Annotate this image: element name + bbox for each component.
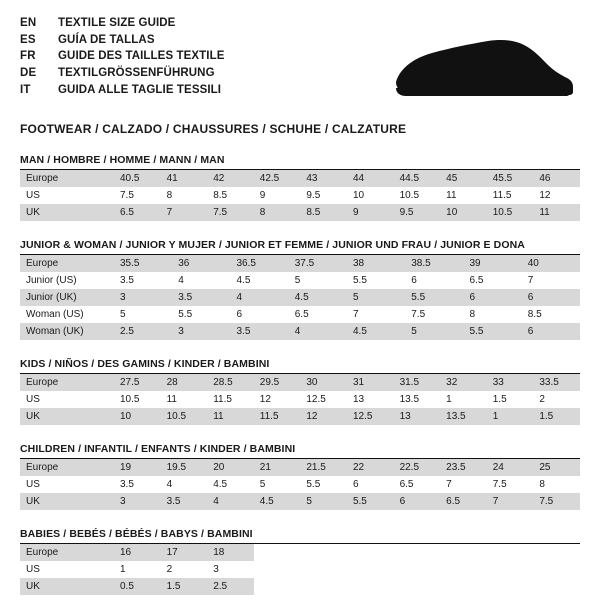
- cell: 36.5: [231, 255, 289, 272]
- cell: 41: [161, 170, 208, 187]
- cell: 5: [120, 309, 126, 320]
- cell: 30: [300, 374, 347, 391]
- cell: 6.5: [114, 204, 161, 221]
- cell: 3: [213, 564, 219, 575]
- cell-empty: [533, 578, 580, 595]
- cell: 5: [259, 479, 266, 490]
- table-row: [20, 578, 580, 595]
- cell: 5.5: [353, 275, 367, 286]
- cell-empty: [254, 544, 301, 561]
- cell: 3.5: [172, 289, 230, 306]
- cell: 4.5: [236, 275, 251, 286]
- cell-empty: [254, 578, 301, 595]
- cell: 29.5: [254, 374, 301, 391]
- dress-shoe-icon: [384, 30, 574, 108]
- cell: 8.5: [527, 309, 542, 320]
- cell: 10.5: [487, 204, 534, 221]
- cell: 3.5: [120, 275, 134, 286]
- cell: 8: [469, 309, 476, 320]
- cell: 3: [172, 323, 230, 340]
- cell: 18: [207, 544, 254, 561]
- cell: 21.5: [300, 459, 347, 476]
- cell: 6: [352, 479, 359, 490]
- size-table: [20, 544, 580, 595]
- cell: 3.5: [161, 493, 208, 510]
- table-row: [20, 170, 580, 187]
- cell: 8.5: [213, 190, 228, 201]
- cell: 3.5: [231, 323, 289, 340]
- cell: 33.5: [533, 374, 580, 391]
- cell: 8.5: [300, 204, 347, 221]
- cell: 5: [405, 323, 463, 340]
- cell: 10: [352, 190, 365, 201]
- cell: 6: [236, 309, 243, 320]
- cell-empty: [533, 561, 580, 578]
- row-label: UK: [20, 493, 114, 510]
- cell: 5.5: [347, 493, 394, 510]
- language-code: ES: [20, 33, 36, 46]
- row-label: Woman (UK): [20, 323, 114, 340]
- cell: 21: [254, 459, 301, 476]
- cell: 9: [259, 190, 266, 201]
- size-block-babies: [20, 528, 580, 595]
- language-text: TEXTILE SIZE GUIDE: [58, 17, 176, 29]
- language-row: [20, 83, 225, 100]
- cell: 11.5: [492, 190, 512, 201]
- row-label: Woman (US): [26, 309, 84, 320]
- table-row: [20, 289, 580, 306]
- cell: 4: [231, 289, 289, 306]
- cell: 28.5: [207, 374, 254, 391]
- cell: 17: [161, 544, 208, 561]
- cell: 23.5: [440, 459, 487, 476]
- cell: 42.5: [254, 170, 301, 187]
- cell: 13: [352, 394, 365, 405]
- row-label: UK: [20, 578, 114, 595]
- size-block-kids: [20, 358, 580, 425]
- cell: 4: [166, 479, 173, 490]
- language-text: GUIDA ALLE TAGLIE TESSILI: [58, 83, 222, 96]
- cell: 7.5: [533, 493, 580, 510]
- page-title: FOOTWEAR / CALZADO / CHAUSSURES / SCHUHE / CALZATURE: [20, 122, 407, 136]
- table-row: [20, 255, 580, 272]
- cell: 4: [207, 493, 254, 510]
- row-label: Europe: [20, 374, 114, 391]
- language-text: TEXTILGRÖSSENFÜHRUNG: [58, 67, 215, 80]
- cell: 6.5: [294, 309, 309, 320]
- cell: 10: [440, 204, 487, 221]
- language-row: [20, 49, 225, 66]
- cell: 1.5: [492, 394, 507, 405]
- table-row: [20, 204, 580, 221]
- cell: 10.5: [161, 408, 208, 425]
- cell: 6: [522, 323, 580, 340]
- cell: 6.5: [399, 479, 414, 490]
- cell: 6: [394, 493, 441, 510]
- cell: 9.5: [306, 190, 321, 201]
- language-row: [20, 66, 225, 83]
- row-label: US: [26, 190, 40, 201]
- cell-empty: [347, 578, 394, 595]
- cell: 11: [166, 394, 177, 405]
- size-table: [20, 459, 580, 510]
- table-row: [20, 561, 580, 578]
- language-code: EN: [20, 17, 37, 29]
- cell: 5.5: [405, 289, 463, 306]
- cell: 4: [289, 323, 347, 340]
- cell-empty: [533, 544, 580, 561]
- cell-empty: [487, 578, 534, 595]
- cell: 11: [207, 408, 254, 425]
- cell: 5: [347, 289, 405, 306]
- cell: 5: [300, 493, 347, 510]
- cell: 5.5: [178, 309, 193, 320]
- cell: 7: [161, 204, 208, 221]
- cell: 46: [533, 170, 580, 187]
- cell-empty: [487, 561, 534, 578]
- row-label: Junior (UK): [20, 289, 114, 306]
- cell: 4.5: [289, 289, 347, 306]
- cell: 2: [539, 394, 545, 405]
- cell: 6: [411, 275, 417, 286]
- table-row: [20, 476, 580, 493]
- cell: 13: [394, 408, 441, 425]
- table-row: [20, 306, 580, 323]
- cell: 9.5: [394, 204, 441, 221]
- row-label: UK: [20, 204, 114, 221]
- cell: 10: [114, 408, 161, 425]
- cell: 11: [533, 204, 580, 221]
- cell: 6: [464, 289, 522, 306]
- cell: 44.5: [394, 170, 441, 187]
- cell: 6: [522, 289, 580, 306]
- language-text: GUIDE DES TAILLES TEXTILE: [58, 50, 225, 63]
- cell: 16: [114, 544, 161, 561]
- cell: 9: [347, 204, 394, 221]
- cell: 33: [487, 374, 534, 391]
- block-title: BABIES / BEBÉS / BÉBÉS / BABYS / BAMBINI: [20, 528, 580, 544]
- cell-empty: [300, 544, 347, 561]
- cell: 38: [347, 255, 405, 272]
- cell: 28: [161, 374, 208, 391]
- size-block-man: [20, 154, 580, 221]
- language-code: DE: [20, 67, 37, 80]
- table-row: [20, 391, 580, 408]
- row-label: Europe: [20, 170, 114, 187]
- cell: 1: [487, 408, 534, 425]
- cell: 11: [446, 190, 457, 201]
- cell: 12: [259, 394, 271, 405]
- cell: 7: [487, 493, 534, 510]
- table-row: [20, 272, 580, 289]
- table-row: [20, 459, 580, 476]
- cell-empty: [440, 578, 487, 595]
- cell: 3: [114, 493, 161, 510]
- cell: 3.5: [120, 479, 134, 490]
- size-table: [20, 374, 580, 425]
- cell: 35.5: [114, 255, 172, 272]
- language-code: IT: [20, 83, 31, 96]
- cell: 11.5: [213, 394, 232, 405]
- table-row: [20, 374, 580, 391]
- row-label: US: [26, 564, 40, 575]
- cell: 19: [114, 459, 161, 476]
- cell: 12: [300, 408, 347, 425]
- cell-empty: [347, 544, 394, 561]
- row-label: Europe: [20, 255, 114, 272]
- cell: 32: [440, 374, 487, 391]
- language-code: FR: [20, 50, 36, 63]
- size-block-junior-woman: [20, 239, 580, 340]
- size-block-children: [20, 443, 580, 510]
- cell: 22: [347, 459, 394, 476]
- cell: 22.5: [394, 459, 441, 476]
- cell: 36: [172, 255, 230, 272]
- language-row: [20, 33, 225, 50]
- row-label: US: [26, 394, 40, 405]
- cell: 7: [527, 275, 534, 286]
- cell: 4.5: [254, 493, 301, 510]
- cell-empty: [394, 544, 441, 561]
- cell-empty: [394, 578, 441, 595]
- cell: 31.5: [394, 374, 441, 391]
- cell-empty: [347, 561, 394, 578]
- cell: 24: [487, 459, 534, 476]
- cell: 13.5: [399, 394, 420, 405]
- row-label: UK: [20, 408, 114, 425]
- cell: 8: [539, 479, 545, 490]
- cell-empty: [487, 544, 534, 561]
- cell: 38.5: [405, 255, 463, 272]
- table-row: [20, 493, 580, 510]
- row-label: Europe: [20, 544, 114, 561]
- cell: 45.5: [487, 170, 534, 187]
- cell-empty: [394, 561, 441, 578]
- header: [20, 16, 580, 108]
- cell: 39: [464, 255, 522, 272]
- cell: 37.5: [289, 255, 347, 272]
- cell: 43: [300, 170, 347, 187]
- cell: 7: [353, 309, 359, 320]
- cell: 20: [207, 459, 254, 476]
- cell: 25: [533, 459, 580, 476]
- cell: 7.5: [492, 479, 507, 490]
- cell: 12.5: [306, 394, 326, 405]
- cell: 27.5: [114, 374, 161, 391]
- size-table: [20, 255, 580, 340]
- block-title: MAN / HOMBRE / HOMME / MANN / MAN: [20, 154, 580, 170]
- cell-empty: [300, 561, 347, 578]
- cell: 4.5: [213, 479, 228, 490]
- table-row: [20, 408, 580, 425]
- cell: 7: [446, 479, 452, 490]
- block-title: KIDS / NIÑOS / DES GAMINS / KINDER / BAMBINI: [20, 358, 580, 374]
- language-text: GUÍA DE TALLAS: [58, 33, 155, 46]
- cell: 5.5: [464, 323, 522, 340]
- cell: 40.5: [114, 170, 161, 187]
- cell: 45: [440, 170, 487, 187]
- cell: 2.5: [114, 323, 172, 340]
- cell-empty: [440, 544, 487, 561]
- cell: 31: [347, 374, 394, 391]
- cell: 4: [178, 275, 184, 286]
- cell: 4.5: [347, 323, 405, 340]
- block-title: CHILDREN / INFANTIL / ENFANTS / KINDER / BAMBINI: [20, 443, 580, 459]
- cell-empty: [440, 561, 487, 578]
- cell: 13.5: [440, 408, 487, 425]
- cell: 6.5: [469, 275, 484, 286]
- cell: 8: [254, 204, 301, 221]
- cell: 12: [539, 190, 551, 201]
- cell: 7.5: [207, 204, 254, 221]
- cell: 10.5: [399, 190, 420, 201]
- row-label: US: [26, 479, 40, 490]
- table-row: [20, 544, 580, 561]
- cell: 44: [347, 170, 394, 187]
- cell: 10.5: [120, 394, 140, 405]
- cell: 6.5: [440, 493, 487, 510]
- cell: 1: [446, 394, 452, 405]
- size-table: [20, 170, 580, 221]
- cell-empty: [254, 561, 301, 578]
- cell-empty: [300, 578, 347, 595]
- block-title: JUNIOR & WOMAN / JUNIOR Y MUJER / JUNIOR ET FEMME / JUNIOR UND FRAU / JUNIOR E DONA: [20, 239, 580, 255]
- cell: 2.5: [207, 578, 254, 595]
- cell: 1.5: [161, 578, 208, 595]
- cell: 1: [120, 564, 126, 575]
- cell: 5.5: [306, 479, 321, 490]
- cell: 7.5: [120, 190, 134, 201]
- table-row: [20, 187, 580, 204]
- language-list: [20, 16, 225, 100]
- cell: 12.5: [347, 408, 394, 425]
- cell: 1.5: [533, 408, 580, 425]
- cell: 5: [294, 275, 301, 286]
- cell: 11.5: [254, 408, 301, 425]
- row-label: Junior (US): [26, 275, 77, 286]
- cell: 3: [114, 289, 172, 306]
- language-row: [20, 16, 225, 33]
- cell: 7.5: [411, 309, 426, 320]
- cell: 40: [522, 255, 580, 272]
- cell: 8: [166, 190, 173, 201]
- table-row: [20, 323, 580, 340]
- cell: 0.5: [114, 578, 161, 595]
- row-label: Europe: [20, 459, 114, 476]
- cell: 19.5: [161, 459, 208, 476]
- cell: 2: [166, 564, 173, 575]
- cell: 42: [207, 170, 254, 187]
